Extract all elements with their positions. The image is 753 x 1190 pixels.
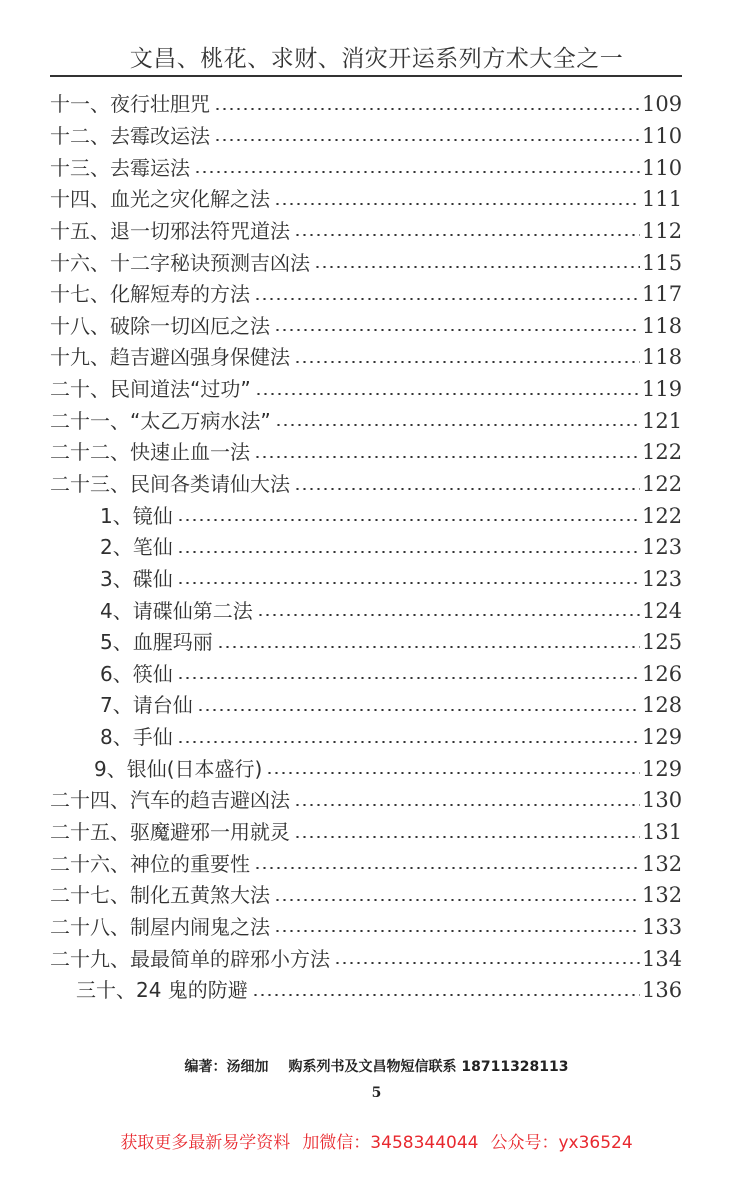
toc-entry-title: 二十、民间道法“过功” xyxy=(50,374,253,405)
toc-entry-page: 117 xyxy=(642,282,683,307)
toc-entry-page: 129 xyxy=(642,725,683,750)
dot-leader xyxy=(177,741,640,743)
toc-entry[interactable] xyxy=(0,595,753,627)
dot-leader xyxy=(274,203,640,205)
dot-leader xyxy=(252,994,640,996)
dot-leader xyxy=(294,488,640,490)
toc-entry-page: 110 xyxy=(642,123,683,148)
toc-entry[interactable] xyxy=(0,943,753,975)
toc-entry-title: 十六、十二字秘诀预测吉凶法 xyxy=(50,248,312,279)
toc-entry-title: 二十一、“太乙万病水法” xyxy=(50,406,273,437)
toc-entry[interactable] xyxy=(0,753,753,785)
toc-entry-title: 二十七、制化五黄煞大法 xyxy=(50,880,272,911)
toc-entry[interactable] xyxy=(0,722,753,754)
dot-leader xyxy=(177,551,640,553)
toc-entry-title: 二十六、神位的重要性 xyxy=(50,849,252,880)
toc-entry-page: 111 xyxy=(642,187,683,212)
toc-entry-title: 三十、24 鬼的防避 xyxy=(76,975,250,1006)
toc-entry[interactable] xyxy=(0,121,753,153)
toc-entry-title: 十五、退一切邪法符咒道法 xyxy=(50,216,292,247)
toc-entry[interactable] xyxy=(0,374,753,406)
dot-leader xyxy=(214,139,640,141)
page-header-title: 文昌、桃花、求财、消灾开运系列方术大全之一 xyxy=(129,46,624,72)
toc-entry-title: 3、碟仙 xyxy=(100,564,175,595)
toc-entry-title: 十四、血光之灾化解之法 xyxy=(50,184,272,215)
toc-entry-title: 二十二、快速止血一法 xyxy=(50,437,252,468)
toc-entry-title: 十七、化解短寿的方法 xyxy=(50,279,252,310)
toc-entry-page: 118 xyxy=(642,313,683,338)
dot-leader xyxy=(177,582,640,584)
toc-entry[interactable] xyxy=(0,690,753,722)
toc-entry[interactable] xyxy=(0,152,753,184)
header-rule-divider xyxy=(50,75,682,77)
toc-entry[interactable] xyxy=(0,405,753,437)
toc-entry[interactable] xyxy=(0,184,753,216)
toc-entry-page: 112 xyxy=(642,218,683,243)
toc-entry-page: 133 xyxy=(642,914,683,939)
toc-entry[interactable] xyxy=(0,247,753,279)
toc-entry[interactable] xyxy=(0,912,753,944)
dot-leader xyxy=(314,266,640,268)
toc-entry-title: 二十四、汽车的趋吉避凶法 xyxy=(50,785,292,816)
toc-entry-title: 二十五、驱魔避邪一用就灵 xyxy=(50,817,292,848)
toc-entry-title: 十二、去霉改运法 xyxy=(50,121,212,152)
toc-entry[interactable] xyxy=(0,785,753,817)
toc-entry[interactable] xyxy=(0,848,753,880)
editor-credit: 编著：汤细加 xyxy=(184,1059,269,1075)
toc-entry-title: 2、笔仙 xyxy=(100,532,175,563)
toc-entry-page: 123 xyxy=(642,535,683,560)
toc-entry[interactable] xyxy=(0,880,753,912)
toc-entry-page: 134 xyxy=(642,946,683,971)
toc-entry-page: 136 xyxy=(642,978,683,1003)
toc-entry-page: 121 xyxy=(642,408,683,433)
dot-leader xyxy=(294,836,640,838)
dot-leader xyxy=(294,234,640,236)
toc-entry[interactable] xyxy=(0,310,753,342)
toc-entry-page: 119 xyxy=(642,377,683,402)
toc-entry-page: 130 xyxy=(642,788,683,813)
toc-entry-title: 4、请碟仙第二法 xyxy=(100,596,255,627)
toc-entry-title: 二十八、制屋内闹鬼之法 xyxy=(50,912,272,943)
toc-entry-page: 125 xyxy=(642,630,683,655)
dot-leader xyxy=(255,393,640,395)
toc-entry-page: 118 xyxy=(642,345,683,370)
dot-leader xyxy=(217,646,640,648)
toc-entry[interactable] xyxy=(0,975,753,1007)
toc-entry[interactable] xyxy=(0,216,753,248)
dot-leader xyxy=(334,962,640,964)
toc-entry[interactable] xyxy=(0,342,753,374)
toc-entry-title: 6、筷仙 xyxy=(100,659,175,690)
dot-leader xyxy=(274,329,640,331)
dot-leader xyxy=(194,171,640,173)
toc-entry-page: 109 xyxy=(642,92,683,117)
promo-account: 公众号：yx36524 xyxy=(490,1133,633,1153)
dot-leader xyxy=(254,867,640,869)
promo-banner xyxy=(0,1128,753,1153)
toc-entry[interactable] xyxy=(0,89,753,121)
toc-entry-page: 123 xyxy=(642,566,683,591)
dot-leader xyxy=(254,456,640,458)
toc-entry-page: 129 xyxy=(642,756,683,781)
toc-entry-title: 8、手仙 xyxy=(100,722,175,753)
promo-wechat: 加微信：3458344044 xyxy=(302,1133,479,1153)
toc-entry-page: 122 xyxy=(642,440,683,465)
toc-entry[interactable] xyxy=(0,279,753,311)
dot-leader xyxy=(197,709,640,711)
toc-entry-title: 7、请台仙 xyxy=(100,690,195,721)
dot-leader xyxy=(274,899,640,901)
toc-entry-title: 二十三、民间各类请仙大法 xyxy=(50,469,292,500)
toc-entry[interactable] xyxy=(0,659,753,691)
toc-entry[interactable] xyxy=(0,627,753,659)
toc-entry-page: 126 xyxy=(642,661,683,686)
dot-leader xyxy=(294,361,640,363)
toc-entry-page: 122 xyxy=(642,503,683,528)
toc-entry[interactable] xyxy=(0,532,753,564)
table-of-contents xyxy=(0,89,753,1007)
toc-entry[interactable] xyxy=(0,437,753,469)
toc-entry[interactable] xyxy=(0,469,753,501)
dot-leader xyxy=(177,519,640,521)
toc-entry-page: 110 xyxy=(642,155,683,180)
toc-entry[interactable] xyxy=(0,500,753,532)
toc-entry-page: 131 xyxy=(642,820,683,845)
toc-entry-page: 132 xyxy=(642,883,683,908)
footer-credit xyxy=(0,1056,753,1076)
toc-entry-title: 十八、破除一切凶厄之法 xyxy=(50,311,272,342)
toc-entry-page: 128 xyxy=(642,693,683,718)
toc-entry[interactable] xyxy=(0,817,753,849)
toc-entry-page: 132 xyxy=(642,851,683,876)
dot-leader xyxy=(257,614,640,616)
dot-leader xyxy=(214,108,640,110)
toc-entry-title: 十一、夜行壮胆咒 xyxy=(50,89,212,120)
dot-leader xyxy=(294,804,640,806)
toc-entry-page: 115 xyxy=(642,250,683,275)
dot-leader xyxy=(254,298,640,300)
toc-entry-page: 124 xyxy=(642,598,683,623)
toc-entry-title: 二十九、最最简单的辟邪小方法 xyxy=(50,944,332,975)
promo-text: 获取更多最新易学资料 xyxy=(120,1133,291,1153)
toc-entry-title: 5、血腥玛丽 xyxy=(100,627,215,658)
page-number: 5 xyxy=(371,1085,382,1101)
purchase-contact: 购系列书及文昌物短信联系 18711328113 xyxy=(288,1059,569,1075)
dot-leader xyxy=(266,772,640,774)
dot-leader xyxy=(275,424,640,426)
toc-entry[interactable] xyxy=(0,564,753,596)
dot-leader xyxy=(177,677,640,679)
dot-leader xyxy=(274,930,640,932)
toc-entry-title: 十九、趋吉避凶强身保健法 xyxy=(50,342,292,373)
toc-entry-title: 1、镜仙 xyxy=(100,501,175,532)
toc-entry-page: 122 xyxy=(642,472,683,496)
toc-entry-title: 9、银仙(日本盛行) xyxy=(94,754,264,785)
toc-entry-title: 十三、去霉运法 xyxy=(50,153,192,184)
